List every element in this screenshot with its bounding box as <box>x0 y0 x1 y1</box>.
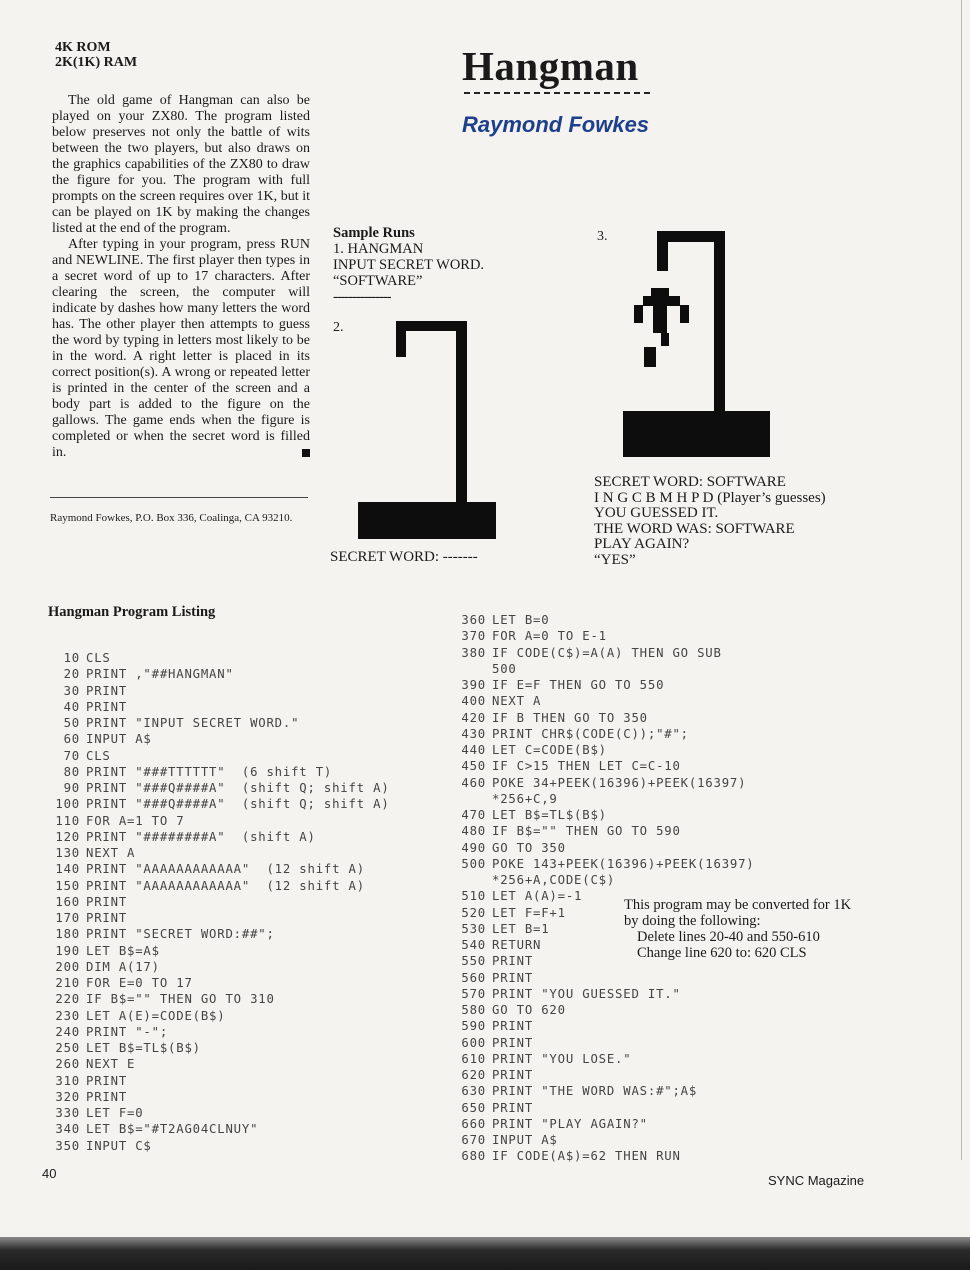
line-number: 540 <box>461 938 486 952</box>
code-statement: LET B=1 <box>492 921 550 936</box>
code-line <box>454 661 755 677</box>
line-number: 340 <box>55 1122 80 1137</box>
code-statement: 500 <box>492 661 517 676</box>
gallows-rope <box>396 321 406 357</box>
line-number: 160 <box>55 894 80 909</box>
code-statement: *256+A,CODE(C$) <box>492 873 616 887</box>
line-number: 240 <box>55 1024 80 1039</box>
run3-line: YOU GUESSED IT. <box>594 505 719 521</box>
conversion-note <box>624 897 851 961</box>
code-line <box>454 775 755 791</box>
code-line <box>40 813 390 829</box>
requirement-ram: 2K(1K) RAM <box>55 55 138 70</box>
line-number: 110 <box>55 813 80 828</box>
code-statement: LET B$=TL$(B$) <box>86 1041 201 1055</box>
code-statement: NEXT A <box>86 846 136 860</box>
code-statement: PRINT "SECRET WORD:##"; <box>86 927 275 942</box>
author-address: Raymond Fowkes, P.O. Box 336, Coalinga, CA 93210. <box>50 512 293 524</box>
line-number: 440 <box>461 743 486 757</box>
line-number: 330 <box>55 1106 80 1120</box>
code-statement: INPUT C$ <box>86 1138 152 1153</box>
code-line <box>454 1002 755 1018</box>
code-statement: PRINT "########A" (shift A) <box>86 829 316 844</box>
code-line <box>40 878 390 894</box>
line-number: 570 <box>461 986 486 1001</box>
note-line: This program may be converted for 1K <box>624 897 852 913</box>
code-line <box>40 894 390 910</box>
code-statement: INPUT A$ <box>492 1133 558 1147</box>
run2-secret-word: SECRET WORD: ------- <box>330 549 478 565</box>
scan-shadow <box>0 1237 970 1270</box>
code-statement: PRINT "THE WORD WAS:#";A$ <box>492 1084 698 1099</box>
code-statement: PRINT "###Q####A" (shift Q; shift A) <box>86 797 390 812</box>
code-line <box>40 975 390 991</box>
code-statement: CLS <box>86 748 111 763</box>
line-number: 120 <box>55 829 80 844</box>
code-line <box>40 715 390 731</box>
code-statement: LET B$=A$ <box>86 943 160 958</box>
code-line <box>40 780 390 796</box>
code-line <box>454 986 755 1002</box>
code-line <box>454 1100 755 1116</box>
code-line <box>454 1132 755 1148</box>
code-statement: PRINT <box>86 911 128 925</box>
code-statement: GO TO 620 <box>492 1003 566 1017</box>
figure-left-arm <box>634 305 643 323</box>
code-statement: PRINT "YOU GUESSED IT." <box>492 986 681 1001</box>
code-statement: PRINT "INPUT SECRET WORD." <box>86 716 300 730</box>
code-statement: POKE 34+PEEK(16396)+PEEK(16397) <box>492 775 747 790</box>
line-number: 30 <box>63 683 80 698</box>
code-statement: FOR A=0 TO E-1 <box>492 629 607 644</box>
code-line <box>40 1121 390 1137</box>
line-number: 370 <box>461 629 486 644</box>
code-statement: FOR E=0 TO 17 <box>86 976 193 990</box>
run1-dashes: --------------- <box>333 289 391 305</box>
code-line <box>40 1056 390 1072</box>
line-number: 20 <box>63 667 80 682</box>
code-line <box>40 1089 390 1105</box>
code-statement: IF B$="" THEN GO TO 590 <box>492 824 681 839</box>
line-number: 610 <box>461 1051 486 1066</box>
line-number: 600 <box>461 1035 486 1050</box>
line-number: 320 <box>55 1089 80 1104</box>
run3-line: I N G C B M H P D (Player’s guesses) <box>594 489 826 506</box>
run3-line: SECRET WORD: SOFTWARE <box>594 474 786 490</box>
code-statement: LET A(A)=-1 <box>492 889 583 904</box>
code-line <box>40 1073 390 1089</box>
code-line <box>454 872 755 888</box>
line-number: 480 <box>461 824 486 839</box>
code-statement: PRINT "PLAY AGAIN?" <box>492 1116 648 1131</box>
code-line <box>40 991 390 1007</box>
note-line: Change line 620 to: 620 CLS <box>637 945 807 961</box>
code-statement: IF CODE(C$)=A(A) THEN GO SUB <box>492 645 722 660</box>
code-line <box>40 1040 390 1056</box>
magazine-name: SYNC Magazine <box>768 1173 865 1188</box>
code-statement: IF B$="" THEN GO TO 310 <box>86 992 275 1007</box>
line-number: 380 <box>461 645 486 660</box>
code-line <box>454 791 755 807</box>
code-statement: PRINT <box>492 1100 534 1115</box>
line-number: 680 <box>461 1149 486 1164</box>
line-number: 460 <box>461 775 486 790</box>
code-statement: PRINT <box>492 970 534 985</box>
line-number: 670 <box>461 1133 486 1147</box>
note-line: by doing the following: <box>624 913 761 929</box>
line-number: 590 <box>461 1019 486 1034</box>
code-line <box>40 650 390 666</box>
line-number: 420 <box>461 710 486 725</box>
code-line <box>454 693 755 709</box>
code-statement: PRINT "YOU LOSE." <box>492 1051 632 1066</box>
code-statement: PRINT <box>492 1019 534 1034</box>
code-line <box>454 612 755 628</box>
line-number: 50 <box>63 716 80 730</box>
article-author: Raymond Fowkes <box>462 112 650 137</box>
line-number: 530 <box>461 921 486 936</box>
code-line <box>40 764 390 780</box>
code-statement: IF C>15 THEN LET C=C-10 <box>492 759 681 774</box>
code-line <box>454 645 755 661</box>
code-line <box>40 1105 390 1121</box>
line-number: 90 <box>63 781 80 795</box>
code-statement: GO TO 350 <box>492 840 566 855</box>
run3-line: THE WORD WAS: SOFTWARE <box>594 520 795 537</box>
code-statement: PRINT "-"; <box>86 1024 169 1039</box>
code-line <box>454 823 755 839</box>
code-statement: PRINT "AAAAAAAAAAAA" (12 shift A) <box>86 862 365 877</box>
code-statement: IF CODE(A$)=62 THEN RUN <box>492 1149 681 1164</box>
code-statement: PRINT <box>492 1068 534 1082</box>
system-requirements <box>55 40 137 70</box>
line-number: 80 <box>63 764 80 779</box>
run3-label: 3. <box>597 229 608 244</box>
code-line <box>454 856 755 872</box>
gallows-post <box>714 231 725 414</box>
code-line <box>454 970 755 986</box>
note-line: Delete lines 20-40 and 550-610 <box>637 929 820 945</box>
code-statement: PRINT "###Q####A" (shift Q; shift A) <box>86 781 390 795</box>
code-statement: *256+C,9 <box>492 791 558 806</box>
figure-leg <box>661 333 669 346</box>
code-statement: PRINT <box>86 699 128 714</box>
code-statement: PRINT <box>86 894 128 909</box>
page-edge <box>961 0 970 1160</box>
sample-runs <box>333 225 484 305</box>
code-line <box>40 731 390 747</box>
code-line <box>454 726 755 742</box>
code-line <box>454 1116 755 1132</box>
code-statement: LET A(E)=CODE(B$) <box>86 1008 226 1023</box>
line-number: 500 <box>461 856 486 871</box>
code-line <box>454 1067 755 1083</box>
code-line <box>454 1083 755 1099</box>
code-line <box>454 758 755 774</box>
code-line <box>454 1148 755 1164</box>
listing-title: Hangman Program Listing <box>48 604 216 620</box>
program-listing-column-2 <box>454 612 755 1165</box>
line-number: 40 <box>63 699 80 714</box>
code-line <box>40 845 390 861</box>
code-line <box>454 628 755 644</box>
code-statement: NEXT A <box>492 694 542 709</box>
line-number: 510 <box>461 889 486 904</box>
line-number: 580 <box>461 1003 486 1017</box>
code-line <box>40 748 390 764</box>
figure-right-arm <box>680 305 689 323</box>
code-line <box>454 742 755 758</box>
gallows-post <box>456 321 467 504</box>
line-number: 100 <box>55 797 80 812</box>
line-number: 150 <box>55 878 80 893</box>
run3-line: “YES” <box>594 551 636 568</box>
code-statement: LET B$="#T2AG04CLNUY" <box>86 1122 259 1137</box>
sample-runs-heading: Sample Runs <box>333 225 415 241</box>
code-line <box>40 926 390 942</box>
line-number: 130 <box>55 846 80 860</box>
line-number: 660 <box>461 1116 486 1131</box>
gallows-base <box>623 411 770 457</box>
line-number: 630 <box>461 1084 486 1099</box>
article-title: Hangman <box>462 43 639 89</box>
code-statement: POKE 143+PEEK(16396)+PEEK(16397) <box>492 856 755 871</box>
line-number: 220 <box>55 992 80 1007</box>
code-line <box>454 677 755 693</box>
line-number: 190 <box>55 943 80 958</box>
line-number: 170 <box>55 911 80 925</box>
figure-body <box>653 305 667 333</box>
code-line <box>40 796 390 812</box>
line-number: 550 <box>461 954 486 969</box>
run2-label: 2. <box>333 320 344 335</box>
code-statement: PRINT <box>492 954 534 969</box>
run3-output <box>594 475 826 568</box>
page-number: 40 <box>42 1166 57 1181</box>
line-number: 60 <box>63 732 80 747</box>
intro-paragraph: After typing in your program, press RUN and NEWLINE. The first player then types in a secret word of up to 17 characters. After clearing the screen, the computer will indicate by dashes how many letters the word has. The other player then attempts to guess the word by typing in letters most likely to be in the word. A right letter is placed in its correct position(s). A wrong or repeated letter is printed in the center of the screen and a body part is added to the figure on the gallows. The game ends when the figure is completed or when the secret word is filled in. <box>52 237 310 460</box>
line-number: 560 <box>461 970 486 985</box>
run3-line: PLAY AGAIN? <box>594 536 690 552</box>
code-line <box>40 1024 390 1040</box>
code-line <box>40 910 390 926</box>
line-number: 140 <box>55 862 80 877</box>
intro-text <box>52 93 310 461</box>
code-line <box>40 683 390 699</box>
code-statement: PRINT CHR$(CODE(C));"#"; <box>492 726 689 741</box>
gallows-rope <box>657 231 668 271</box>
requirement-rom: 4K ROM <box>55 40 111 55</box>
gallows-base <box>358 502 496 539</box>
code-statement: RETURN <box>492 938 542 952</box>
figure-foot <box>644 347 656 367</box>
divider <box>50 497 308 498</box>
intro-paragraph: The old game of Hangman can also be played on your ZX80. The program listed below preserves not only the battle of wits between the two players, but also draws on the graphics capabilities of the ZX80 to draw the figure for you. The program with full prompts on the screen requires over 1K, but it can be played on 1K by making the changes listed at the end of the program. <box>52 93 310 236</box>
code-statement: DIM A(17) <box>86 959 160 974</box>
code-statement: LET F=F+1 <box>492 905 566 920</box>
code-line <box>454 1018 755 1034</box>
code-statement: PRINT <box>86 683 128 698</box>
code-statement: NEXT E <box>86 1057 136 1072</box>
code-statement: CLS <box>86 651 111 665</box>
line-number: 210 <box>55 976 80 990</box>
code-statement: PRINT <box>492 1035 534 1050</box>
code-line <box>454 1051 755 1067</box>
code-line <box>40 1008 390 1024</box>
code-statement: FOR A=1 TO 7 <box>86 813 185 828</box>
code-statement: PRINT ,"##HANGMAN" <box>86 667 234 682</box>
code-line <box>40 829 390 845</box>
code-line <box>454 807 755 823</box>
run1-prompt: INPUT SECRET WORD. <box>333 257 485 273</box>
line-number: 10 <box>63 651 80 665</box>
title-underline <box>464 92 650 94</box>
line-number: 310 <box>55 1073 80 1088</box>
code-line <box>454 710 755 726</box>
line-number: 260 <box>55 1057 80 1072</box>
code-statement: IF E=F THEN GO TO 550 <box>492 678 665 692</box>
line-number: 360 <box>461 613 486 627</box>
line-number: 250 <box>55 1041 80 1055</box>
line-number: 180 <box>55 927 80 942</box>
line-number: 200 <box>55 959 80 974</box>
code-line <box>454 1035 755 1051</box>
end-of-article-mark <box>302 449 310 457</box>
code-statement: PRINT <box>86 1089 128 1104</box>
line-number: 520 <box>461 905 486 920</box>
code-statement: LET F=0 <box>86 1106 144 1120</box>
line-number: 390 <box>461 678 486 692</box>
code-line <box>40 666 390 682</box>
code-line <box>40 959 390 975</box>
code-statement: PRINT "AAAAAAAAAAAA" (12 shift A) <box>86 878 365 893</box>
line-number: 650 <box>461 1100 486 1115</box>
program-listing-column-1 <box>40 650 390 1154</box>
line-number: 400 <box>461 694 486 709</box>
line-number: 490 <box>461 840 486 855</box>
code-statement: PRINT "###TTTTTT" (6 shift T) <box>86 764 333 779</box>
code-line <box>454 840 755 856</box>
line-number: 430 <box>461 726 486 741</box>
line-number: 450 <box>461 759 486 774</box>
code-statement: LET C=CODE(B$) <box>492 743 607 757</box>
code-line <box>40 943 390 959</box>
line-number: 70 <box>63 748 80 763</box>
code-line <box>40 699 390 715</box>
line-number: 230 <box>55 1008 80 1023</box>
line-number: 620 <box>461 1068 486 1082</box>
line-number: 350 <box>55 1138 80 1153</box>
code-line <box>40 1138 390 1154</box>
run1-label: 1. HANGMAN <box>333 241 424 257</box>
code-statement: LET B=0 <box>492 613 550 627</box>
code-line <box>40 861 390 877</box>
code-statement: PRINT <box>86 1073 128 1088</box>
code-statement: LET B$=TL$(B$) <box>492 808 607 822</box>
code-statement: INPUT A$ <box>86 732 152 747</box>
run1-input: “SOFTWARE” <box>333 273 423 289</box>
code-statement: IF B THEN GO TO 350 <box>492 710 648 725</box>
line-number: 470 <box>461 808 486 822</box>
